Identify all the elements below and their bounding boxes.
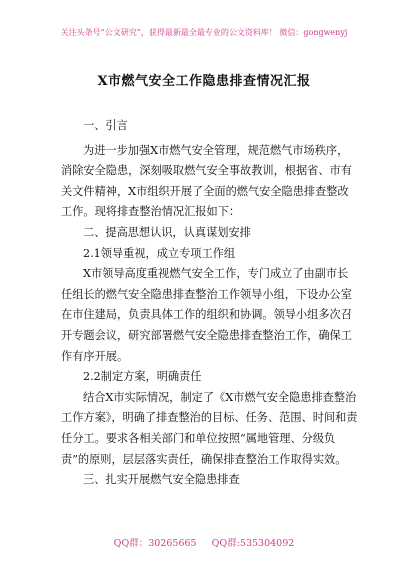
footer-contact [0, 535, 408, 549]
document-title: X市燃气安全工作隐患排查情况汇报 [97, 74, 311, 89]
section-1-paragraph: 为进一步加强X市燃气安全管理，规范燃气市场秩序，消除安全隐患，深刻吸取燃气安全事故教训，根据省、市有关文件精神，X市组织开展了全面的燃气安全隐患排查整改工作。现将排查整治情况汇报如下： [61, 143, 352, 219]
section-3-heading: 三、扎实开展燃气安全隐患排查 [83, 473, 240, 487]
section-2-2-paragraph: 结合X市实际情况，制定了《X市燃气安全隐患排查整治工作方案》，明确了排查整治的目标、任务、范围、时间和责任分工。要求各相关部门和单位按照“属地管理、分级负责”的原则，层层落实责任，确保排查整治工作取得实效。 [61, 390, 358, 466]
section-2-1-heading: 2.1领导重视，成立专项工作组 [83, 246, 236, 260]
section-2-2-heading: 2.2制定方案，明确责任 [83, 370, 202, 384]
section-1-heading: 一、引言 [83, 119, 128, 132]
document-body [61, 116, 358, 491]
footer-qq-group-2: QQ群:535304092 [211, 538, 295, 549]
section-2-1-paragraph: X市领导高度重视燃气安全工作，专门成立了由副市长任组长的燃气安全隐患排查整治工作领导小组，下设办公室在市住建局，负责具体工作的组织和协调。领导小组多次召开专题会议，研究部署燃气安全隐患排查整治工作，确保工作有序开展。 [61, 267, 352, 363]
section-2-heading: 二、提高思想认识，认真谋划安排 [83, 225, 251, 239]
header-promo-note: 关注头条号“公文研究”，获得最新最全最专业的公文资料库！ 微信：gongwenyj [60, 28, 348, 37]
footer-qq-group-1: QQ群：30265665 [113, 538, 197, 549]
